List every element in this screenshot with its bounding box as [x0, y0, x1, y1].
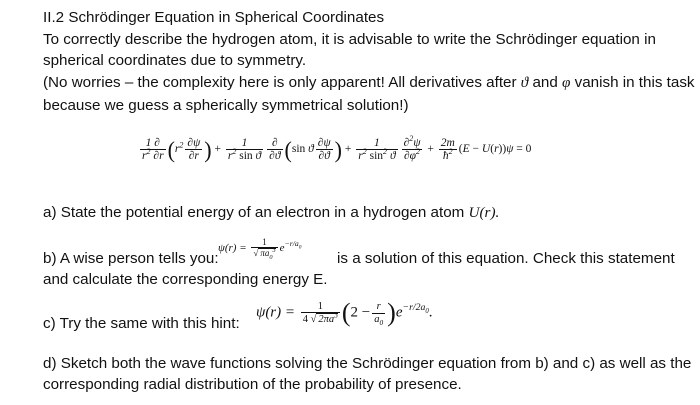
- phi-prefactor: $\frac{1}{r^2 \sin^2 ϑ}$: [358, 137, 396, 163]
- question-d-line-2: corresponding radial distribution of the probability of presence.: [43, 376, 462, 393]
- intro-line-4: because we guess a spherically symmetrical solution!): [43, 97, 409, 114]
- section-title: II.2 Schrödinger Equation in Spherical Coordinates: [43, 9, 385, 26]
- question-b-continuation: is a solution of this equation. Check this statement: [337, 250, 675, 267]
- energy-prefactor: $\frac{2m}{ħ^2}$: [440, 137, 455, 163]
- intro-line-1: To correctly describe the hydrogen atom, it is advisable to write the Schrödinger equation in: [43, 31, 656, 48]
- question-d-line-1: d) Sketch both the wave functions solving the Schrödinger equation from b) and c) as well as the: [43, 355, 692, 372]
- theta-symbol: ϑ: [520, 74, 529, 91]
- theta-prefactor: $\frac{1}{r^2 \sin ϑ}$: [227, 137, 262, 163]
- phi-symbol: φ: [562, 74, 571, 91]
- question-b-line-1: b) A wise person tells you:: [43, 250, 219, 267]
- wavefunction-c: ψ(r) = $\frac{1}{4 √ 2\pi a^3}$ (2 − $\frac{r}{a_0}$ )$e^{-r/2a_0}$.: [256, 298, 433, 327]
- potential-symbol: U(r).: [468, 204, 500, 221]
- schrodinger-equation: $\frac{1 \partial}{r^2 \partial r}$ ($r^2$ $\frac{\partial\psi}{\partial r}$ ) + $\frac{1}{r^2 \sin ϑ}$ $\frac{\partial}{\partial ϑ}$ (sin ϑ $\frac{\partial\psi}{\partial ϑ}$ ) + $\frac{1}{r^2 \sin^2 ϑ}$ $\frac{\partial^2\psi}{\partial\varphi^2}$ + $\frac{2m}{ħ^2}$ (E − U(r))ψ = 0: [142, 134, 532, 163]
- intro-line-2: spherical coordinates due to symmetry.: [43, 52, 307, 69]
- question-a: a) State the potential energy of an electron in a hydrogen atom U(r).: [43, 204, 500, 221]
- radial-prefactor: $\frac{1 \partial}{r^2 \partial r}$: [142, 137, 164, 163]
- question-b-line-2: and calculate the corresponding energy E.: [43, 271, 328, 288]
- intro-line-3: (No worries – the complexity here is only apparent! All derivatives after ϑ and φ vanish in this task: [43, 74, 695, 91]
- question-c-label: c) Try the same with this hint:: [43, 315, 240, 332]
- wavefunction-b: ψ(r) = $\frac{1}{√ \pi a_0^3}$ $e^{-r/a_0}$: [218, 237, 302, 262]
